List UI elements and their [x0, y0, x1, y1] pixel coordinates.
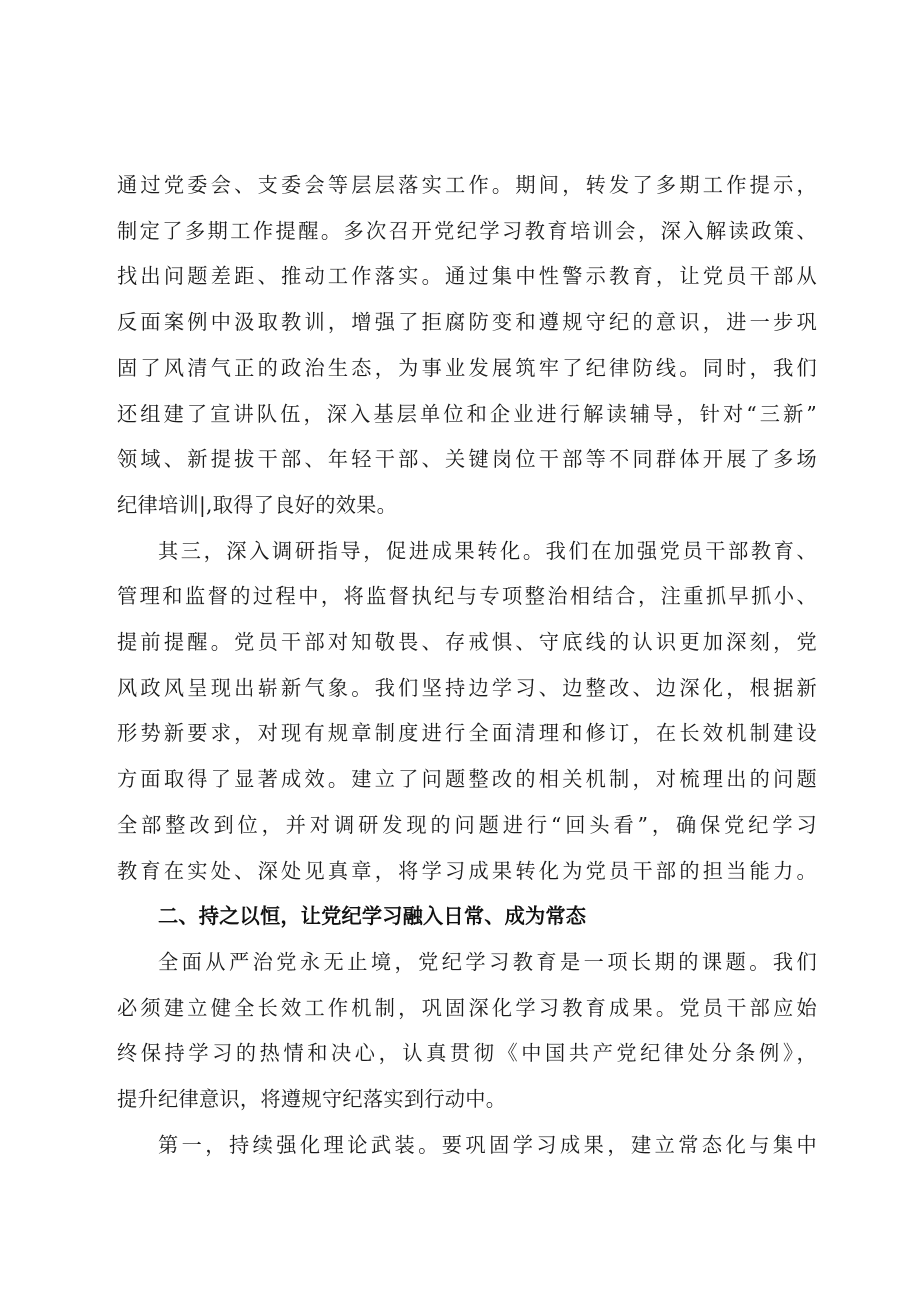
- text-line: 提前提醒。党员干部对知敬畏、存戒惧、守底线的认识更加深刻，党: [117, 630, 817, 655]
- text-line: 纪律培训|,取得了良好的效果。: [117, 492, 398, 517]
- document-body: [117, 163, 817, 1168]
- text-line: 找出问题差距、推动工作落实。通过集中性警示教育，让党员干部从: [117, 264, 817, 289]
- text-line: 终保持学习的热情和决心，认真贯彻《中国共产党纪律处分条例》，: [117, 1041, 817, 1066]
- paragraph-4: [117, 1123, 817, 1169]
- paragraph-2: [117, 529, 817, 895]
- text-line: 其三，深入调研指导，促进成果转化。我们在加强党员干部教育、: [158, 538, 817, 563]
- text-line: 第一，持续强化理论武装。要巩固学习成果，建立常态化与集中: [158, 1132, 817, 1157]
- text-line: 形势新要求，对现有规章制度进行全面清理和修订，在长效机制建设: [117, 721, 817, 746]
- paragraph-1: [117, 163, 817, 529]
- paragraph-3: [117, 940, 817, 1123]
- text-line: 领域、新提拔干部、年轻干部、关键岗位干部等不同群体开展了多场: [117, 447, 817, 472]
- text-line: 固了风清气正的政治生态，为事业发展筑牢了纪律防线。同时，我们: [117, 355, 817, 380]
- text-line: 必须建立健全长效工作机制，巩固深化学习教育成果。党员干部应始: [117, 995, 817, 1020]
- text-line: 方面取得了显著成效。建立了问题整改的相关机制，对梳理出的问题: [117, 767, 817, 792]
- text-line: 教育在实处、深处见真章，将学习成果转化为党员干部的担当能力。: [117, 858, 817, 883]
- text-line: 风政风呈现出崭新气象。我们坚持边学习、边整改、边深化，根据新: [117, 675, 817, 700]
- text-line: 全面从严治党永无止境，党纪学习教育是一项长期的课题。我们: [158, 949, 817, 974]
- text-line: 通过党委会、支委会等层层落实工作。期间，转发了多期工作提示，: [117, 173, 817, 197]
- text-line: 反面案例中汲取教训，增强了拒腐防变和遵规守纪的意识，进一步巩: [117, 310, 817, 335]
- text-line: 提升纪律意识，将遵规守纪落实到行动中。: [117, 1087, 507, 1112]
- text-line: 管理和监督的过程中，将监督执纪与专项整治相结合，注重抓早抓小、: [117, 584, 817, 609]
- text-line: 制定了多期工作提醒。多次召开党纪学习教育培训会，深入解读政策、: [117, 218, 817, 243]
- text-line: 还组建了宣讲队伍，深入基层单位和企业进行解读辅导，针对“三新”: [117, 401, 817, 426]
- text-line: 全部整改到位，并对调研发现的问题进行“回头看”，确保党纪学习: [117, 812, 817, 837]
- section-heading: 二、持之以恒，让党纪学习融入日常、成为常态: [158, 904, 587, 929]
